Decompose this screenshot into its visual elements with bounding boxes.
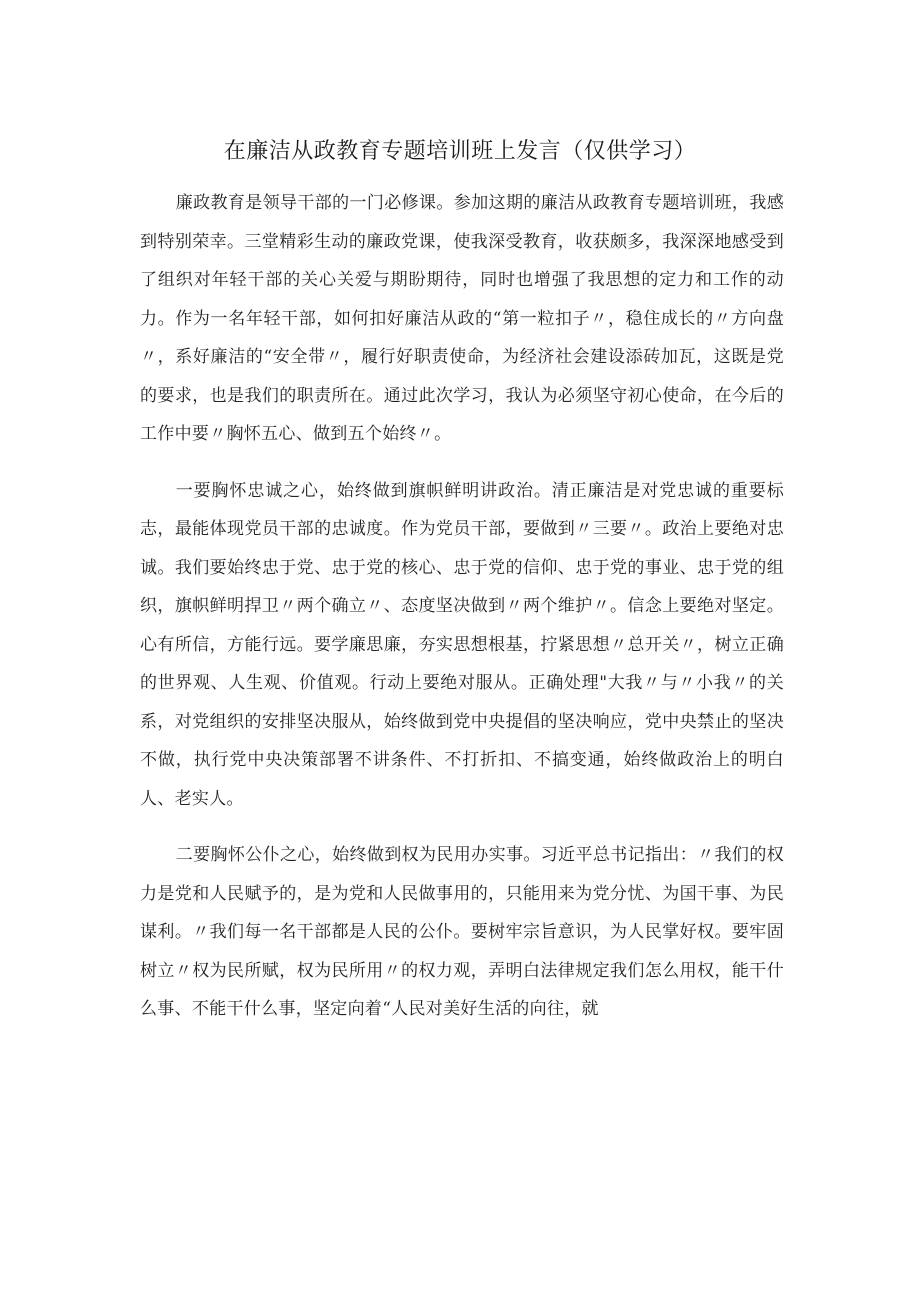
document-title: 在廉洁从政教育专题培训班上发言（仅供学习） — [223, 139, 697, 164]
document-body — [140, 184, 784, 1047]
paragraph-loyalty: 一要胸怀忠诚之心，始终做到旗帜鲜明讲政治。清正廉洁是对党忠诚的重要标志，最能体现党员干部的忠诚度。作为党员干部，要做到〃三要〃。政治上要绝对忠诚。我们要始终忠于党、忠于党的核心、忠于党的信仰、忠于党的事业、忠于党的组织，旗帜鲜明捍卫〃两个确立〃、态度坚决做到〃两个维护〃。信念上要绝对坚定。心有所信，方能行远。要学廉思廉，夯实思想根基，拧紧思想〃总开关〃，树立正确的世界观、人生观、价值观。行动上要绝对服从。正确处理"大我〃与〃小我〃的关系，对党组织的安排坚决服从，始终做到党中央提倡的坚决响应，党中央禁止的坚决不做，执行党中央决策部署不讲条件、不打折扣、不搞变通，始终做政治上的明白人、老实人。 — [140, 480, 784, 809]
paragraph-public-servant: 二要胸怀公仆之心，始终做到权为民用办实事。习近平总书记指出：〃我们的权力是党和人民赋予的，是为党和人民做事用的，只能用来为党分忧、为国干事、为民谋利。〃我们每一名干部都是人民的公仆。要树牢宗旨意识，为人民掌好权。要牢固树立〃权为民所赋，权为民所用〃的权力观，弄明白法律规定我们怎么用权，能干什么事、不能干什么事，坚定向着“人民对美好生活的向往，就 — [140, 845, 784, 1019]
paragraph-intro: 廉政教育是领导干部的一门必修课。参加这期的廉洁从政教育专题培训班，我感到特别荣幸。三堂精彩生动的廉政党课，使我深受教育，收获颇多，我深深地感受到了组织对年轻干部的关心关爱与期盼期待，同时也增强了我思想的定力和工作的动力。作为一名年轻干部，如何扣好廉洁从政的“第一粒扣子〃，稳住成长的〃方向盘〃，系好廉洁的“安全带〃，履行好职责使命，为经济社会建设添砖加瓦，这既是党的要求，也是我们的职责所在。通过此次学习，我认为必须坚守初心使命，在今后的工作中要〃胸怀五心、做到五个始终〃。 — [140, 193, 784, 444]
